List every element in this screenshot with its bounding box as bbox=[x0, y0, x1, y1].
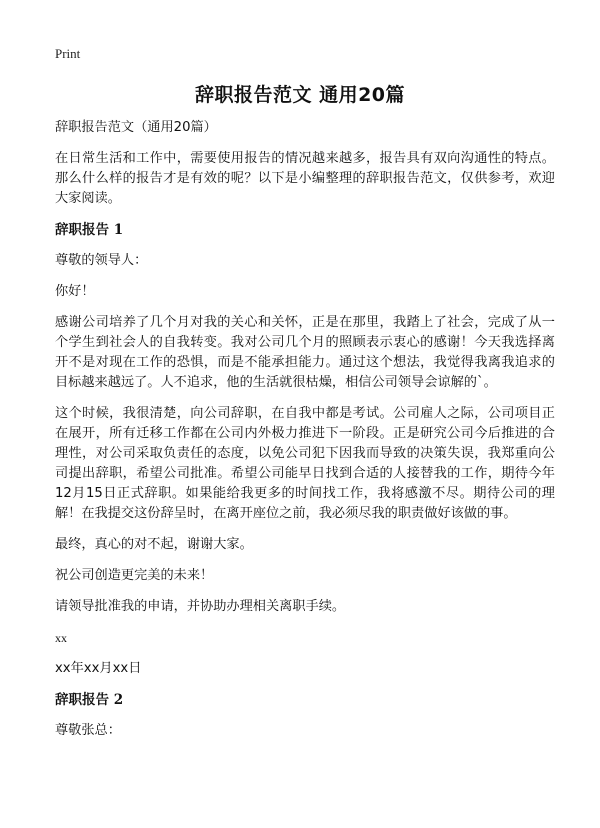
section-heading-1: 辞职报告 1 bbox=[55, 222, 124, 238]
date-line: xx年xx月xx日 bbox=[55, 661, 142, 676]
signature: xx bbox=[55, 631, 67, 645]
body-paragraph-3: 最终，真心的对不起，谢谢大家。 bbox=[55, 537, 253, 552]
body-paragraph-4: 祝公司创造更完美的未来！ bbox=[55, 568, 214, 583]
document-title: 辞职报告范文 通用20篇 bbox=[194, 84, 406, 106]
document-subtitle: 辞职报告范文（通用20篇） bbox=[55, 120, 217, 135]
salutation-2: 尊敬张总： bbox=[55, 723, 121, 738]
greeting-1: 你好！ bbox=[55, 284, 95, 299]
print-link[interactable]: Print bbox=[55, 46, 81, 61]
section-heading-2: 辞职报告 2 bbox=[55, 692, 124, 708]
salutation-1: 尊敬的领导人： bbox=[55, 253, 148, 268]
document-body bbox=[55, 118, 555, 752]
body-paragraph-1: 感谢公司培养了几个月对我的关心和关怀，正是在那里，我踏上了社会，完成了从一个学生到社会人的自我转变。我对公司几个月的照顾表示衷心的感谢！今天我选择离开不是对现在工作的恐惧，而是不能承担能力。通过这个想法，我觉得我离我追求的目标越来越远了。人不追求，他的生活就很枯燥，相信公司领导会谅解的`。 bbox=[55, 315, 555, 390]
body-paragraph-5: 请领导批准我的申请，并协助办理相关离职手续。 bbox=[55, 599, 346, 614]
body-paragraph-2: 这个时候，我很清楚，向公司辞职，在自我中都是考试。公司雇人之际，公司项目正在展开，所有迁移工作都在公司内外极力推进下一阶段。正是研究公司今后推进的合理性，对公司采取负责任的态度，以免公司犯下因我而导致的决策失误，我郑重向公司提出辞职，希望公司批准。希望公司能早日找到合适的人接替我的工作，期待今年12月15日正式辞职。如果能给我更多的时间找工作，我将感激不尽。期待公司的理解！在我提交这份辞呈时，在离开座位之前，我必须尽我的职责做好该做的事。 bbox=[55, 406, 555, 521]
intro-paragraph: 在日常生活和工作中，需要使用报告的情况越来越多，报告具有双向沟通性的特点。那么什么样的报告才是有效的呢？以下是小编整理的辞职报告范文，仅供参考，欢迎大家阅读。 bbox=[55, 151, 555, 206]
